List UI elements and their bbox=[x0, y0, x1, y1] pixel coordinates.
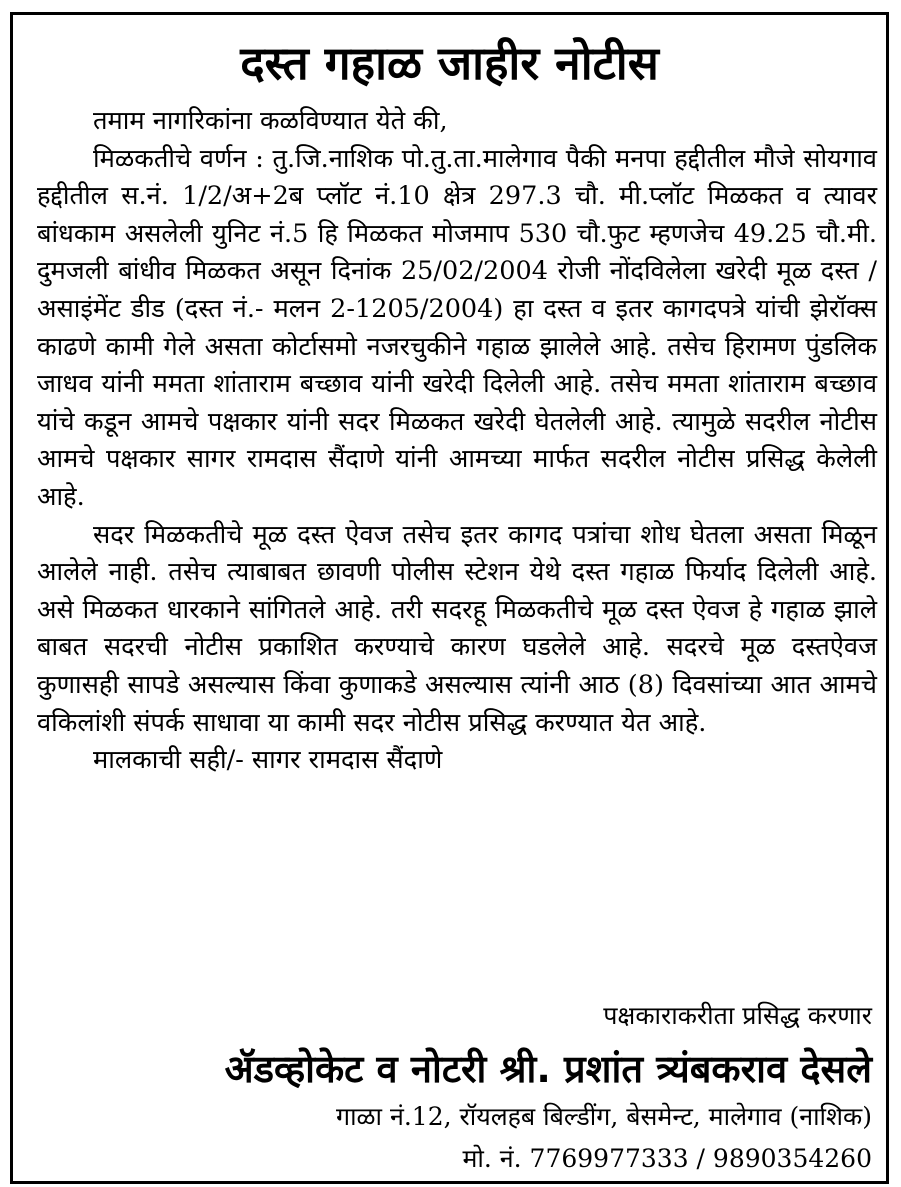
greeting-line: तमाम नागरिकांना कळविण्यात येते की, bbox=[93, 106, 448, 136]
publisher-line: पक्षकाराकरीता प्रसिद्ध करणार bbox=[603, 1001, 872, 1030]
notice-body bbox=[37, 103, 877, 780]
notice-title: दस्त गहाळ जाहीर नोटीस bbox=[240, 36, 659, 90]
notice-box bbox=[10, 12, 889, 1184]
owner-signature-line: मालकाची सही/- सागर रामदास सैंदाणे bbox=[93, 745, 443, 776]
advocate-address: गाळा नं.12, रॉयलहब बिल्डींग, बेसमेन्ट, मालेगाव (नाशिक) bbox=[336, 1102, 872, 1131]
loss-details-paragraph: सदर मिळकतीचे मूळ दस्त ऐवज तसेच इतर कागद पत्रांचा शोध घेतला असता मिळून आलेले नाही. तसेच त्याबाबत छावणी पोलीस स्टेशन येथे दस्त गहाळ फिर्याद दिलेली आहे. असे मिळकत धारकाने सांगितले आहे. तरी सदरहू मिळकतीचे मूळ दस्त ऐवज हे गहाळ झाले बाबत सदरची नोटीस प्रकाशित करण्याचे कारण घडलेले आहे. सदरचे मूळ दस्तऐवज कुणासही सापडे असल्यास किंवा कुणाकडे असल्यास त्यांनी आठ (8) दिवसांच्या आत आमचे वकिलांशी संपर्क साधावा या कामी सदर नोटीस प्रसिद्ध करण्यात येत आहे. bbox=[37, 519, 877, 738]
advocate-name: ॲडव्होकेट व नोटरी श्री. प्रशांत त्र्यंबकराव देसले bbox=[224, 1047, 872, 1091]
property-description-paragraph: मिळकतीचे वर्णन : तु.जि.नाशिक पो.तु.ता.मालेगाव पैकी मनपा हद्दीतील मौजे सोयगाव हद्दीतील स.नं. 1/2/अ+2ब प्लॉट नं.10 क्षेत्र 297.3 चौ. मी.प्लॉट मिळकत व त्यावर बांधकाम असलेली युनिट नं.5 हि मिळकत मोजमाप 530 चौ.फुट म्हणजेच 49.25 चौ.मी. दुमजली बांधीव मिळकत असून दिनांक 25/02/2004 रोजी नोंदविलेला खरेदी मूळ दस्त /असाइंमेंट डीड (दस्त नं.- मलन 2-1205/2004) हा दस्त व इतर कागदपत्रे यांची झेरॉक्स काढणे कामी गेले असता कोर्टासमो नजरचुकीने गहाळ झालेले आहे. तसेच हिरामण पुंडलिक जाधव यांनी ममता शांताराम बच्छाव यांनी खरेदी दिलेली आहे. तसेच ममता शांताराम बच्छाव यांचे कडून आमचे पक्षकार यांनी सदर मिळकत खरेदी घेतलेली आहे. त्यामुळे सदरील नोटीस आमचे पक्षकार सागर रामदास सैंदाणे यांनी आमच्या मार्फत सदरील नोटीस प्रसिद्ध केलेली आहे. bbox=[37, 143, 877, 512]
advocate-phone: मो. नं. 7769977333 / 9890354260 bbox=[462, 1144, 872, 1173]
